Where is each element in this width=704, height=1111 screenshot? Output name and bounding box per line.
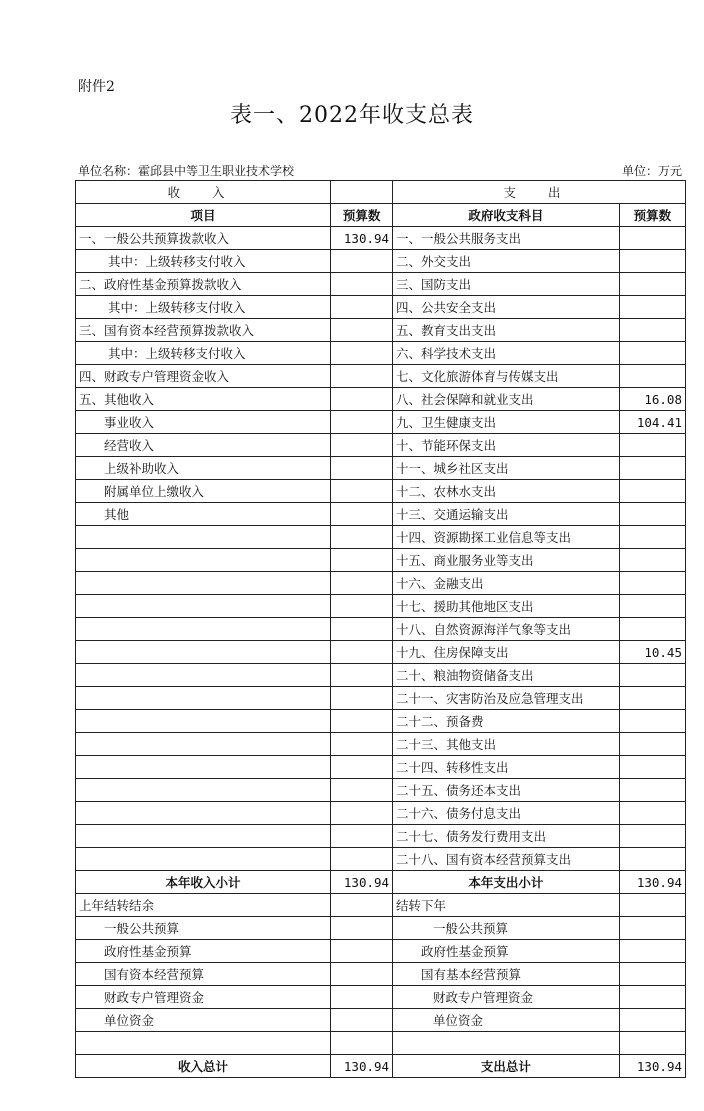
unit-measure: 单位：万元 [622, 164, 683, 178]
expense-value [619, 503, 685, 526]
expense-value [619, 710, 685, 733]
table-row [76, 319, 686, 342]
expense-label: 二十二、预备费 [393, 710, 620, 733]
table-row [76, 825, 686, 848]
income-value [331, 618, 393, 641]
expense-value: 16.08 [619, 388, 685, 411]
income-label [76, 802, 331, 825]
income-value [331, 687, 393, 710]
expense-label: 十四、资源勘探工业信息等支出 [393, 526, 620, 549]
expense-value [619, 802, 685, 825]
expense-label: 七、文化旅游体育与传媒支出 [393, 365, 620, 388]
expense-value [619, 480, 685, 503]
table-row [76, 526, 686, 549]
income-label: 本年收入小计 [76, 871, 331, 894]
page-title: 表一、2022年收支总表 [230, 103, 474, 128]
expense-label: 二十五、债务还本支出 [393, 779, 620, 802]
expense-label: 二、外交支出 [393, 250, 620, 273]
income-value [331, 1009, 393, 1032]
subtotal-row [76, 871, 686, 894]
income-label: 一、一般公共预算拨款收入 [76, 227, 331, 250]
expense-value [619, 1009, 685, 1032]
expense-label: 十、节能环保支出 [393, 434, 620, 457]
income-value [331, 641, 393, 664]
expense-label: 十二、农林水支出 [393, 480, 620, 503]
expense-label: 一般公共预算 [393, 917, 620, 940]
expense-value [619, 779, 685, 802]
expense-value [619, 457, 685, 480]
income-label [76, 641, 331, 664]
income-value [331, 273, 393, 296]
income-value [331, 503, 393, 526]
table-row [76, 365, 686, 388]
table-row [76, 342, 686, 365]
income-value [331, 848, 393, 871]
income-value [331, 595, 393, 618]
table-row [76, 388, 686, 411]
income-label [76, 756, 331, 779]
income-value [331, 779, 393, 802]
income-value [331, 825, 393, 848]
expense-label: 财政专户管理资金 [393, 986, 620, 1009]
income-value [331, 894, 393, 917]
table-row [76, 618, 686, 641]
expense-label: 十三、交通运输支出 [393, 503, 620, 526]
income-label: 其中：上级转移支付收入 [76, 250, 331, 273]
income-value [331, 457, 393, 480]
income-label [76, 825, 331, 848]
expense-value [619, 1032, 685, 1055]
income-label: 上级补助收入 [76, 457, 331, 480]
income-value [331, 296, 393, 319]
income-label: 政府性基金预算 [76, 940, 331, 963]
income-value [331, 1032, 393, 1055]
income-label: 二、政府性基金预算拨款收入 [76, 273, 331, 296]
income-value [331, 917, 393, 940]
col-header-item: 项目 [76, 204, 331, 227]
carry-row [76, 940, 686, 963]
expense-label: 十七、援助其他地区支出 [393, 595, 620, 618]
income-value [331, 250, 393, 273]
column-header-row [76, 204, 686, 227]
income-label: 经营收入 [76, 434, 331, 457]
unit-name: 单位名称：霍邱县中等卫生职业技术学校 [78, 164, 295, 178]
total-row [76, 1055, 686, 1078]
income-value [331, 733, 393, 756]
table-row [76, 250, 686, 273]
table-row [76, 273, 686, 296]
expense-value [619, 940, 685, 963]
income-section-header: 收 入 [76, 181, 331, 204]
expense-label: 六、科学技术支出 [393, 342, 620, 365]
income-label [76, 779, 331, 802]
expense-value [619, 250, 685, 273]
income-value [331, 526, 393, 549]
expense-label: 十九、住房保障支出 [393, 641, 620, 664]
income-value [331, 986, 393, 1009]
table-row [76, 572, 686, 595]
income-label: 三、国有资本经营预算拨款收入 [76, 319, 331, 342]
expense-value [619, 848, 685, 871]
expense-label: 三、国防支出 [393, 273, 620, 296]
table-row [76, 664, 686, 687]
income-label [76, 848, 331, 871]
income-label [76, 733, 331, 756]
expense-label: 四、公共安全支出 [393, 296, 620, 319]
table-row [76, 848, 686, 871]
col-header-exp-item: 政府收支科目 [393, 204, 620, 227]
carry-row [76, 963, 686, 986]
income-label: 单位资金 [76, 1009, 331, 1032]
table-row [76, 457, 686, 480]
expense-value [619, 894, 685, 917]
expense-label: 国有基本经营预算 [393, 963, 620, 986]
expense-value [619, 434, 685, 457]
income-label [76, 664, 331, 687]
income-value [331, 365, 393, 388]
expense-value [619, 319, 685, 342]
expense-label: 二十四、转移性支出 [393, 756, 620, 779]
expense-value: 104.41 [619, 411, 685, 434]
income-label [76, 549, 331, 572]
income-value [331, 756, 393, 779]
income-label: 事业收入 [76, 411, 331, 434]
table-row [76, 480, 686, 503]
income-value [331, 940, 393, 963]
expense-label: 二十一、灾害防治及应急管理支出 [393, 687, 620, 710]
expense-label: 二十八、国有资本经营预算支出 [393, 848, 620, 871]
income-label [76, 1032, 331, 1055]
table-row [76, 411, 686, 434]
income-label: 五、其他收入 [76, 388, 331, 411]
table-row [76, 641, 686, 664]
table-row [76, 802, 686, 825]
income-value [331, 664, 393, 687]
carry-row [76, 917, 686, 940]
expense-value [619, 917, 685, 940]
expense-label: 二十、粮油物资储备支出 [393, 664, 620, 687]
expense-label: 一、一般公共服务支出 [393, 227, 620, 250]
income-label [76, 526, 331, 549]
income-value [331, 319, 393, 342]
table-row [76, 227, 686, 250]
expense-label: 十五、商业服务业等支出 [393, 549, 620, 572]
expense-section-header: 支 出 [393, 181, 686, 204]
expense-value: 130.94 [619, 871, 685, 894]
expense-value [619, 733, 685, 756]
expense-label: 结转下年 [393, 894, 620, 917]
income-value [331, 434, 393, 457]
expense-label: 十一、城乡社区支出 [393, 457, 620, 480]
expense-value [619, 365, 685, 388]
section-header-row [76, 181, 686, 204]
table-row [76, 549, 686, 572]
income-label [76, 687, 331, 710]
income-label: 收入总计 [76, 1055, 331, 1078]
expense-label: 九、卫生健康支出 [393, 411, 620, 434]
expense-label: 二十七、债务发行费用支出 [393, 825, 620, 848]
expense-value [619, 549, 685, 572]
table-row [76, 296, 686, 319]
income-label: 上年结转结余 [76, 894, 331, 917]
income-label [76, 618, 331, 641]
carry-row [76, 1009, 686, 1032]
expense-label: 政府性基金预算 [393, 940, 620, 963]
expense-value [619, 618, 685, 641]
expense-value [619, 986, 685, 1009]
budget-summary-table [75, 180, 686, 1078]
expense-value [619, 756, 685, 779]
income-label: 附属单位上缴收入 [76, 480, 331, 503]
expense-label: 二十三、其他支出 [393, 733, 620, 756]
expense-value [619, 296, 685, 319]
income-label: 其中：上级转移支付收入 [76, 342, 331, 365]
income-value [331, 572, 393, 595]
income-label: 一般公共预算 [76, 917, 331, 940]
income-value [331, 411, 393, 434]
expense-label: 本年支出小计 [393, 871, 620, 894]
expense-value [619, 572, 685, 595]
col-header-exp-budget: 预算数 [619, 204, 685, 227]
expense-value [619, 687, 685, 710]
table-row [76, 434, 686, 457]
income-value [331, 802, 393, 825]
income-label [76, 710, 331, 733]
table-row [76, 595, 686, 618]
expense-value [619, 342, 685, 365]
income-label [76, 595, 331, 618]
carry-row [76, 894, 686, 917]
expense-label: 十六、金融支出 [393, 572, 620, 595]
income-value: 130.94 [331, 871, 393, 894]
table-row [76, 779, 686, 802]
expense-value [619, 664, 685, 687]
expense-value [619, 595, 685, 618]
expense-label: 支出总计 [393, 1055, 620, 1078]
income-section-blank [331, 181, 393, 204]
income-label: 其中：上级转移支付收入 [76, 296, 331, 319]
income-value [331, 480, 393, 503]
income-label: 其他 [76, 503, 331, 526]
expense-value [619, 825, 685, 848]
income-value [331, 342, 393, 365]
expense-label [393, 1032, 620, 1055]
income-value: 130.94 [331, 1055, 393, 1078]
attachment-label: 附件2 [78, 79, 115, 95]
expense-value [619, 526, 685, 549]
table-row [76, 503, 686, 526]
income-value: 130.94 [331, 227, 393, 250]
table-row [76, 756, 686, 779]
expense-label: 五、教育支出支出 [393, 319, 620, 342]
income-value [331, 710, 393, 733]
expense-value [619, 227, 685, 250]
income-value [331, 963, 393, 986]
expense-label: 二十六、债务付息支出 [393, 802, 620, 825]
col-header-budget: 预算数 [331, 204, 393, 227]
expense-label: 八、社会保障和就业支出 [393, 388, 620, 411]
income-label: 国有资本经营预算 [76, 963, 331, 986]
income-label: 四、财政专户管理资金收入 [76, 365, 331, 388]
expense-value [619, 273, 685, 296]
table-row [76, 687, 686, 710]
income-label: 财政专户管理资金 [76, 986, 331, 1009]
expense-label: 单位资金 [393, 1009, 620, 1032]
expense-value: 130.94 [619, 1055, 685, 1078]
expense-value: 10.45 [619, 641, 685, 664]
expense-label: 十八、自然资源海洋气象等支出 [393, 618, 620, 641]
table-row [76, 733, 686, 756]
carry-row [76, 986, 686, 1009]
expense-value [619, 963, 685, 986]
carry-row [76, 1032, 686, 1055]
table-row [76, 710, 686, 733]
income-label [76, 572, 331, 595]
income-value [331, 549, 393, 572]
income-value [331, 388, 393, 411]
